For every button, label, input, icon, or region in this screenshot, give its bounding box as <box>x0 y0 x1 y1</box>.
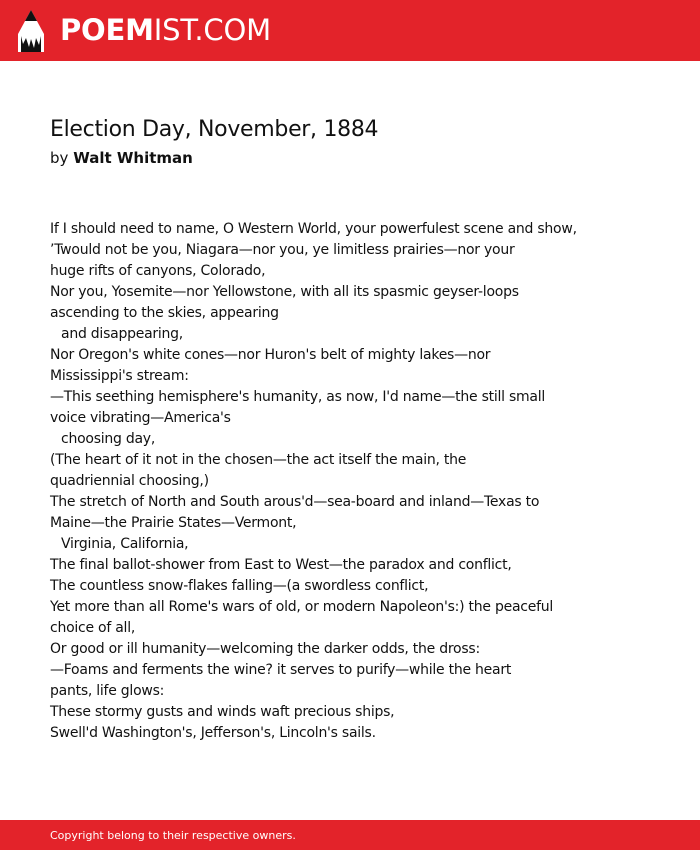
poem-line: —This seething hemisphere's humanity, as now, I'd name—the still small <box>50 389 546 405</box>
poem-line: ascending to the skies, appearing <box>50 305 279 321</box>
poem-line: Swell'd Washington's, Jefferson's, Lincoln's sails. <box>50 725 376 741</box>
poem-line: Nor you, Yosemite—nor Yellowstone, with all its spasmic geyser-loops <box>50 284 519 300</box>
site-logo-link[interactable] <box>18 10 271 52</box>
poem-byline <box>50 149 193 167</box>
poem-line: The stretch of North and South arous'd—sea-board and inland—Texas to <box>50 494 540 510</box>
site-footer <box>0 820 700 850</box>
poem-line: —Foams and ferments the wine? it serves to purify—while the heart <box>50 662 512 678</box>
poem-line: Mississippi's stream: <box>50 368 189 384</box>
poem-author: Walt Whitman <box>73 149 193 167</box>
poem-line: choice of all, <box>50 620 136 636</box>
poem-line: choosing day, <box>61 431 156 447</box>
site-header <box>0 0 700 61</box>
poem-line: and disappearing, <box>61 326 184 342</box>
poem-line: huge rifts of canyons, Colorado, <box>50 263 266 279</box>
poem-line: These stormy gusts and winds waft precious ships, <box>50 704 395 720</box>
poem-line: voice vibrating—America's <box>50 410 231 426</box>
poem-line: If I should need to name, O Western World, your powerfulest scene and show, <box>50 221 577 237</box>
poem-line: quadriennial choosing,) <box>50 473 209 489</box>
poem-line: The final ballot-shower from East to West—the paradox and conflict, <box>50 557 512 573</box>
poem-line: Virginia, California, <box>61 536 189 552</box>
poem-line: (The heart of it not in the chosen—the act itself the main, the <box>50 452 467 468</box>
copyright-text: Copyright belong to their respective owners. <box>50 828 296 842</box>
logo-bold-part: POEM <box>60 13 154 47</box>
poem-line: pants, life glows: <box>50 683 165 699</box>
poem-line: Or good or ill humanity—welcoming the darker odds, the dross: <box>50 641 480 657</box>
logo-light-part: IST.COM <box>153 13 271 47</box>
site-logo-text <box>60 13 271 47</box>
poem-line: Maine—the Prairie States—Vermont, <box>50 515 297 531</box>
poem-body <box>50 219 670 744</box>
poem-line: ’Twould not be you, Niagara—nor you, ye limitless prairies—nor your <box>50 242 515 258</box>
poem-line: The countless snow-flakes falling—(a swordless conflict, <box>50 578 429 594</box>
poem-title: Election Day, November, 1884 <box>50 117 379 142</box>
pencil-tip-icon <box>18 10 44 52</box>
poem-line: Nor Oregon's white cones—nor Huron's belt of mighty lakes—nor <box>50 347 491 363</box>
poem-line: Yet more than all Rome's wars of old, or modern Napoleon's:) the peaceful <box>50 599 554 615</box>
by-label: by <box>50 149 69 167</box>
